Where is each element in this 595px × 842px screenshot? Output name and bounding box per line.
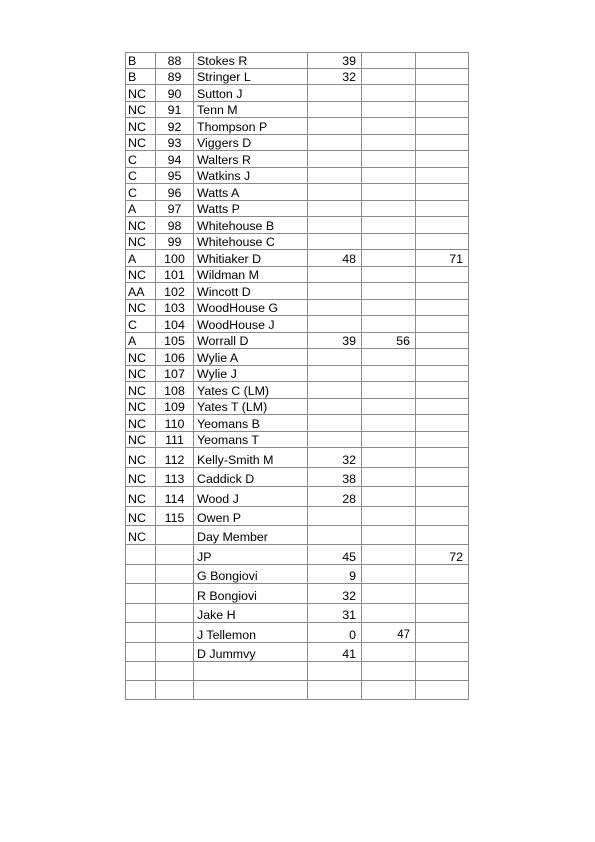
score-1-cell — [308, 85, 362, 102]
table-row — [126, 135, 469, 151]
member-number-cell: 109 — [156, 399, 194, 415]
table-row — [126, 382, 469, 399]
score-1-cell — [308, 217, 362, 234]
score-2-cell — [362, 526, 416, 545]
member-name-cell: Jake H — [194, 604, 308, 623]
score-3-cell — [416, 85, 469, 102]
score-1-cell: 32 — [308, 584, 362, 604]
score-2-cell — [362, 118, 416, 135]
member-number-cell: 95 — [156, 168, 194, 184]
member-name-cell: R Bongiovi — [194, 584, 308, 604]
category-cell: NC — [126, 415, 156, 432]
category-cell: NC — [126, 300, 156, 316]
score-2-cell — [362, 399, 416, 415]
score-2-cell — [362, 584, 416, 604]
member-number-cell — [156, 643, 194, 662]
member-name-cell: G Bongiovi — [194, 565, 308, 584]
member-name-cell — [194, 662, 308, 681]
table-row — [126, 53, 469, 69]
category-cell: C — [126, 168, 156, 184]
member-number-cell: 93 — [156, 135, 194, 151]
score-3-cell — [416, 333, 469, 349]
score-3-cell — [416, 234, 469, 250]
score-1-cell — [308, 366, 362, 382]
score-3-cell — [416, 69, 469, 85]
score-3-cell — [416, 604, 469, 623]
member-number-cell — [156, 565, 194, 584]
member-number-cell: 102 — [156, 283, 194, 300]
member-number-cell: 88 — [156, 53, 194, 69]
score-1-cell — [308, 102, 362, 118]
score-3-cell — [416, 526, 469, 545]
score-1-cell: 39 — [308, 53, 362, 69]
table-row — [126, 85, 469, 102]
member-number-cell: 115 — [156, 507, 194, 526]
table-row — [126, 584, 469, 604]
score-3-cell — [416, 584, 469, 604]
member-number-cell: 107 — [156, 366, 194, 382]
member-name-cell: Owen P — [194, 507, 308, 526]
member-number-cell: 90 — [156, 85, 194, 102]
table-row — [126, 283, 469, 300]
score-3-cell — [416, 349, 469, 366]
member-number-cell: 106 — [156, 349, 194, 366]
member-name-cell: Wylie A — [194, 349, 308, 366]
category-cell: C — [126, 151, 156, 168]
member-number-cell — [156, 662, 194, 681]
score-1-cell — [308, 432, 362, 448]
table-row — [126, 300, 469, 316]
score-3-cell — [416, 487, 469, 507]
score-1-cell: 32 — [308, 448, 362, 468]
member-name-cell: Stringer L — [194, 69, 308, 85]
table-row — [126, 184, 469, 201]
category-cell — [126, 681, 156, 700]
score-1-cell — [308, 267, 362, 283]
member-number-cell: 104 — [156, 316, 194, 333]
score-2-cell — [362, 366, 416, 382]
category-cell: NC — [126, 507, 156, 526]
table-row — [126, 468, 469, 487]
member-number-cell — [156, 584, 194, 604]
score-3-cell — [416, 643, 469, 662]
member-number-cell: 98 — [156, 217, 194, 234]
score-3-cell: 71 — [416, 250, 469, 267]
category-cell: NC — [126, 267, 156, 283]
score-1-cell: 38 — [308, 468, 362, 487]
member-name-cell: Thompson P — [194, 118, 308, 135]
category-cell — [126, 565, 156, 584]
table-row — [126, 267, 469, 283]
member-number-cell: 97 — [156, 201, 194, 217]
member-name-cell: Tenn M — [194, 102, 308, 118]
member-number-cell: 114 — [156, 487, 194, 507]
table-row — [126, 662, 469, 681]
table-row — [126, 432, 469, 448]
score-2-cell — [362, 283, 416, 300]
category-cell: NC — [126, 526, 156, 545]
table-row — [126, 168, 469, 184]
member-number-cell: 101 — [156, 267, 194, 283]
score-2-cell — [362, 545, 416, 565]
score-1-cell: 0 — [308, 623, 362, 643]
member-name-cell: J Tellemon — [194, 623, 308, 643]
score-2-cell — [362, 217, 416, 234]
member-number-cell: 96 — [156, 184, 194, 201]
member-name-cell: D Jummvy — [194, 643, 308, 662]
score-3-cell — [416, 415, 469, 432]
score-1-cell: 31 — [308, 604, 362, 623]
member-name-cell: Whitehouse C — [194, 234, 308, 250]
category-cell: A — [126, 333, 156, 349]
category-cell: NC — [126, 234, 156, 250]
score-3-cell — [416, 201, 469, 217]
score-3-cell — [416, 448, 469, 468]
score-2-cell — [362, 507, 416, 526]
member-name-cell: Sutton J — [194, 85, 308, 102]
table-row — [126, 234, 469, 250]
table-row — [126, 526, 469, 545]
score-3-cell — [416, 53, 469, 69]
member-name-cell: Wood J — [194, 487, 308, 507]
member-name-cell: Whitehouse B — [194, 217, 308, 234]
score-1-cell — [308, 415, 362, 432]
score-2-cell — [362, 69, 416, 85]
member-name-cell: WoodHouse J — [194, 316, 308, 333]
category-cell: NC — [126, 382, 156, 399]
category-cell: NC — [126, 118, 156, 135]
score-3-cell — [416, 118, 469, 135]
table-row — [126, 623, 469, 643]
score-3-cell — [416, 681, 469, 700]
category-cell: NC — [126, 468, 156, 487]
category-cell: NC — [126, 85, 156, 102]
table-row — [126, 681, 469, 700]
score-3-cell — [416, 168, 469, 184]
table-row — [126, 448, 469, 468]
score-3-cell — [416, 382, 469, 399]
category-cell: A — [126, 201, 156, 217]
score-1-cell — [308, 168, 362, 184]
score-2-cell — [362, 300, 416, 316]
member-name-cell: Stokes R — [194, 53, 308, 69]
score-2-cell — [362, 604, 416, 623]
score-2-cell — [362, 382, 416, 399]
member-number-cell — [156, 623, 194, 643]
member-number-cell — [156, 545, 194, 565]
table-row — [126, 643, 469, 662]
score-2-cell — [362, 468, 416, 487]
score-3-cell — [416, 283, 469, 300]
category-cell: NC — [126, 366, 156, 382]
member-number-cell: 111 — [156, 432, 194, 448]
score-2-cell — [362, 415, 416, 432]
category-cell: NC — [126, 448, 156, 468]
category-cell: NC — [126, 135, 156, 151]
category-cell: NC — [126, 217, 156, 234]
table-row — [126, 151, 469, 168]
member-name-cell: Yeomans B — [194, 415, 308, 432]
category-cell: AA — [126, 283, 156, 300]
member-number-cell: 108 — [156, 382, 194, 399]
score-1-cell — [308, 118, 362, 135]
member-number-cell: 94 — [156, 151, 194, 168]
score-2-cell — [362, 565, 416, 584]
score-3-cell — [416, 366, 469, 382]
score-2-cell — [362, 643, 416, 662]
score-1-cell: 32 — [308, 69, 362, 85]
member-name-cell: Worrall D — [194, 333, 308, 349]
member-name-cell: Wylie J — [194, 366, 308, 382]
member-number-cell: 99 — [156, 234, 194, 250]
score-3-cell — [416, 217, 469, 234]
score-2-cell — [362, 349, 416, 366]
category-cell: NC — [126, 487, 156, 507]
member-number-cell: 91 — [156, 102, 194, 118]
member-number-cell — [156, 681, 194, 700]
member-name-cell: Watts P — [194, 201, 308, 217]
category-cell — [126, 604, 156, 623]
score-1-cell — [308, 135, 362, 151]
category-cell: B — [126, 69, 156, 85]
member-name-cell: Whitiaker D — [194, 250, 308, 267]
score-1-cell — [308, 399, 362, 415]
score-2-cell: 56 — [362, 333, 416, 349]
table-row — [126, 102, 469, 118]
member-number-cell: 92 — [156, 118, 194, 135]
category-cell: NC — [126, 432, 156, 448]
score-2-cell — [362, 53, 416, 69]
category-cell: NC — [126, 349, 156, 366]
table-row — [126, 201, 469, 217]
table-row — [126, 349, 469, 366]
score-3-cell — [416, 662, 469, 681]
score-2-cell — [362, 448, 416, 468]
member-name-cell: Wildman M — [194, 267, 308, 283]
table-row — [126, 565, 469, 584]
score-1-cell — [308, 234, 362, 250]
score-2-cell — [362, 432, 416, 448]
table-row — [126, 250, 469, 267]
table-row — [126, 604, 469, 623]
score-3-cell: 72 — [416, 545, 469, 565]
table-row — [126, 118, 469, 135]
table-row — [126, 545, 469, 565]
score-1-cell — [308, 151, 362, 168]
member-name-cell: Watkins J — [194, 168, 308, 184]
table-row — [126, 366, 469, 382]
score-3-cell — [416, 399, 469, 415]
table-row — [126, 399, 469, 415]
score-1-cell: 41 — [308, 643, 362, 662]
score-3-cell — [416, 184, 469, 201]
member-scores-table — [125, 52, 469, 700]
score-1-cell: 9 — [308, 565, 362, 584]
member-name-cell: Viggers D — [194, 135, 308, 151]
score-3-cell — [416, 623, 469, 643]
score-1-cell — [308, 316, 362, 333]
score-3-cell — [416, 267, 469, 283]
score-3-cell — [416, 507, 469, 526]
member-name-cell: Caddick D — [194, 468, 308, 487]
member-name-cell: Yeomans T — [194, 432, 308, 448]
member-name-cell: Wincott D — [194, 283, 308, 300]
score-3-cell — [416, 102, 469, 118]
score-2-cell — [362, 487, 416, 507]
category-cell: NC — [126, 399, 156, 415]
score-3-cell — [416, 316, 469, 333]
score-1-cell — [308, 526, 362, 545]
member-name-cell: Yates C (LM) — [194, 382, 308, 399]
member-number-cell: 110 — [156, 415, 194, 432]
score-2-cell — [362, 250, 416, 267]
score-1-cell — [308, 681, 362, 700]
score-2-cell — [362, 201, 416, 217]
score-1-cell: 48 — [308, 250, 362, 267]
score-1-cell: 39 — [308, 333, 362, 349]
category-cell — [126, 545, 156, 565]
score-1-cell — [308, 507, 362, 526]
category-cell: B — [126, 53, 156, 69]
table-row — [126, 333, 469, 349]
score-2-cell — [362, 662, 416, 681]
category-cell: C — [126, 184, 156, 201]
member-name-cell: Walters R — [194, 151, 308, 168]
member-name-cell: WoodHouse G — [194, 300, 308, 316]
score-1-cell: 45 — [308, 545, 362, 565]
member-name-cell: Day Member — [194, 526, 308, 545]
score-3-cell — [416, 135, 469, 151]
member-name-cell — [194, 681, 308, 700]
member-number-cell: 89 — [156, 69, 194, 85]
score-1-cell — [308, 349, 362, 366]
score-1-cell — [308, 283, 362, 300]
member-name-cell: Watts A — [194, 184, 308, 201]
category-cell — [126, 662, 156, 681]
score-2-cell — [362, 168, 416, 184]
score-2-cell — [362, 681, 416, 700]
table-row — [126, 217, 469, 234]
member-name-cell: Yates T (LM) — [194, 399, 308, 415]
score-2-cell — [362, 135, 416, 151]
score-1-cell — [308, 300, 362, 316]
score-2-cell — [362, 316, 416, 333]
member-number-cell — [156, 526, 194, 545]
category-cell — [126, 643, 156, 662]
category-cell: A — [126, 250, 156, 267]
table-row — [126, 487, 469, 507]
member-number-cell: 103 — [156, 300, 194, 316]
score-2-cell — [362, 184, 416, 201]
score-1-cell — [308, 184, 362, 201]
score-3-cell — [416, 468, 469, 487]
category-cell: C — [126, 316, 156, 333]
score-1-cell — [308, 662, 362, 681]
member-number-cell: 112 — [156, 448, 194, 468]
table-row — [126, 507, 469, 526]
score-2-cell — [362, 151, 416, 168]
member-name-cell: JP — [194, 545, 308, 565]
table-row — [126, 316, 469, 333]
member-number-cell: 100 — [156, 250, 194, 267]
member-number-cell — [156, 604, 194, 623]
table-body — [126, 53, 469, 700]
score-2-cell — [362, 85, 416, 102]
score-2-cell — [362, 102, 416, 118]
member-number-cell: 105 — [156, 333, 194, 349]
score-3-cell — [416, 151, 469, 168]
score-3-cell — [416, 565, 469, 584]
score-1-cell: 28 — [308, 487, 362, 507]
score-3-cell — [416, 300, 469, 316]
table-row — [126, 69, 469, 85]
score-1-cell — [308, 382, 362, 399]
score-2-cell: 47 — [362, 623, 416, 643]
table-row — [126, 415, 469, 432]
score-2-cell — [362, 267, 416, 283]
category-cell: NC — [126, 102, 156, 118]
member-name-cell: Kelly-Smith M — [194, 448, 308, 468]
category-cell — [126, 584, 156, 604]
score-2-cell — [362, 234, 416, 250]
score-1-cell — [308, 201, 362, 217]
category-cell — [126, 623, 156, 643]
member-number-cell: 113 — [156, 468, 194, 487]
score-3-cell — [416, 432, 469, 448]
